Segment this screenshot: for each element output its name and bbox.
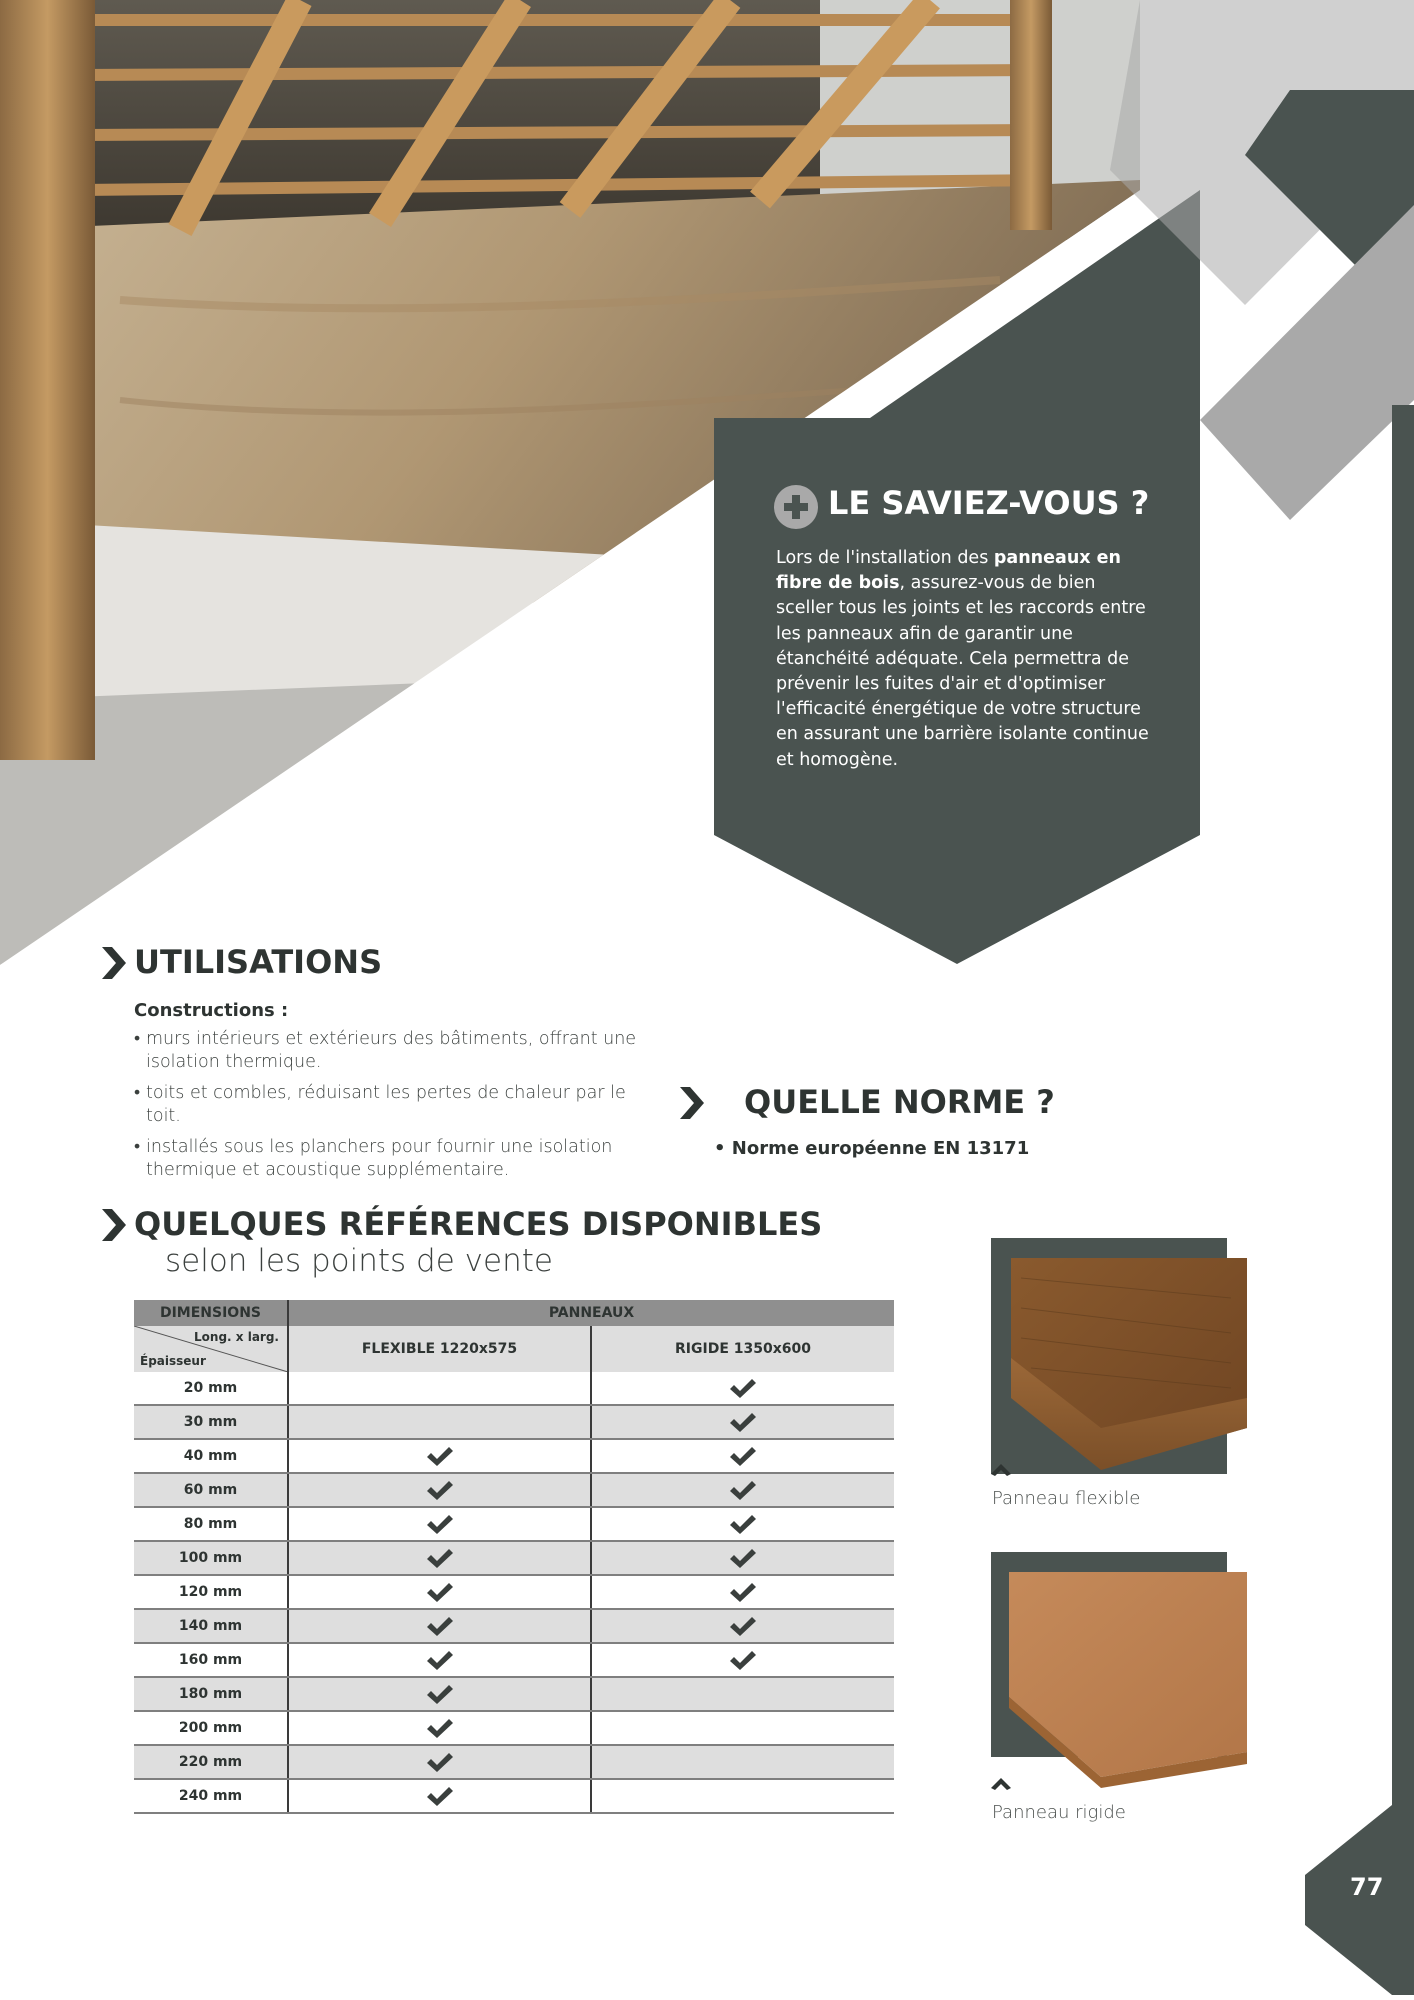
list-item: • murs intérieurs et extérieurs des bâtiments, offrant une isolation thermique. [134, 1028, 654, 1074]
photo-flexible [991, 1238, 1227, 1474]
cell-rigide [591, 1677, 894, 1711]
table-row [134, 1711, 894, 1745]
table-row [134, 1372, 894, 1405]
cell-flexible [288, 1609, 591, 1643]
table-row [134, 1439, 894, 1473]
cell-dimension: 120 mm [134, 1575, 288, 1609]
page-number: 77 [1350, 1873, 1384, 1901]
table-row [134, 1643, 894, 1677]
cell-dimension: 180 mm [134, 1677, 288, 1711]
diag-bottom-label: Épaisseur [140, 1354, 206, 1368]
table-row [134, 1405, 894, 1439]
norme-item: • Norme européenne EN 13171 [714, 1138, 1030, 1159]
rigid-panel-image [991, 1552, 1247, 1788]
cell-dimension: 200 mm [134, 1711, 288, 1745]
cell-dimension: 20 mm [134, 1372, 288, 1405]
utilisations-list [134, 1028, 654, 1190]
cell-rigide [591, 1609, 894, 1643]
utilisations-title: UTILISATIONS [134, 943, 383, 981]
check-icon [427, 1684, 453, 1704]
diagonal-header-cell [134, 1326, 288, 1372]
cell-flexible [288, 1745, 591, 1779]
cell-flexible [288, 1711, 591, 1745]
check-icon [427, 1480, 453, 1500]
utilisations-heading [134, 943, 382, 981]
utilisations-subtitle: Constructions : [134, 1000, 289, 1021]
check-icon [730, 1412, 756, 1432]
cell-rigide [591, 1372, 894, 1405]
cell-rigide [591, 1711, 894, 1745]
cell-dimension: 30 mm [134, 1405, 288, 1439]
cell-flexible [288, 1575, 591, 1609]
cell-dimension: 60 mm [134, 1473, 288, 1507]
cell-flexible [288, 1507, 591, 1541]
check-icon [427, 1582, 453, 1602]
cell-dimension: 240 mm [134, 1779, 288, 1813]
check-icon [730, 1616, 756, 1636]
check-icon [427, 1548, 453, 1568]
references-table [134, 1300, 894, 1814]
check-icon [427, 1650, 453, 1670]
col-panneaux: PANNEAUX [288, 1300, 894, 1326]
table-row [134, 1745, 894, 1779]
norme-heading [712, 1083, 1055, 1121]
flexible-panel-image [991, 1238, 1247, 1474]
cell-flexible [288, 1405, 591, 1439]
caption-flexible: Panneau flexible [992, 1488, 1141, 1509]
table-row [134, 1541, 894, 1575]
check-icon [730, 1378, 756, 1398]
cell-rigide [591, 1575, 894, 1609]
cell-rigide [591, 1439, 894, 1473]
references-subtitle: selon les points de vente [165, 1243, 553, 1279]
cell-flexible [288, 1372, 591, 1405]
cell-rigide [591, 1643, 894, 1677]
cell-flexible [288, 1643, 591, 1677]
cell-rigide [591, 1779, 894, 1813]
cell-rigide [591, 1507, 894, 1541]
check-icon [730, 1548, 756, 1568]
cell-rigide [591, 1541, 894, 1575]
diag-top-label: Long. x larg. [194, 1330, 279, 1344]
info-title: LE SAVIEZ-VOUS ? [828, 484, 1150, 522]
info-panel [773, 484, 819, 535]
chevron-right-icon [102, 947, 126, 979]
cell-dimension: 80 mm [134, 1507, 288, 1541]
cell-dimension: 160 mm [134, 1643, 288, 1677]
check-icon [730, 1480, 756, 1500]
cell-rigide [591, 1473, 894, 1507]
cell-dimension: 140 mm [134, 1609, 288, 1643]
chevron-right-icon [102, 1209, 126, 1241]
table-body [134, 1372, 894, 1813]
check-icon [427, 1616, 453, 1636]
info-body-bold: panneaux en fibre de bois [776, 548, 1121, 594]
table-row [134, 1575, 894, 1609]
list-item: • installés sous les planchers pour fournir une isolation thermique et acoustique supplémentaire. [134, 1136, 654, 1182]
info-body [776, 546, 1152, 773]
norme-title: QUELLE NORME ? [744, 1083, 1055, 1121]
table-row [134, 1609, 894, 1643]
cell-flexible [288, 1779, 591, 1813]
cell-flexible [288, 1541, 591, 1575]
check-icon [427, 1446, 453, 1466]
caption-rigide: Panneau rigide [992, 1802, 1126, 1823]
references-title: QUELQUES RÉFÉRENCES DISPONIBLES [134, 1205, 823, 1243]
check-icon [730, 1650, 756, 1670]
check-icon [427, 1752, 453, 1772]
col-rigide: RIGIDE 1350x600 [591, 1326, 894, 1372]
cell-rigide [591, 1745, 894, 1779]
info-body-intro: Lors de l'installation des [776, 548, 994, 568]
chevron-up-icon [991, 1462, 1011, 1476]
col-flexible: FLEXIBLE 1220x575 [288, 1326, 591, 1372]
check-icon [427, 1514, 453, 1534]
cell-dimension: 220 mm [134, 1745, 288, 1779]
check-icon [730, 1582, 756, 1602]
cell-flexible [288, 1677, 591, 1711]
chevron-right-icon [680, 1087, 704, 1119]
plus-circle-icon [773, 484, 819, 530]
cell-flexible [288, 1439, 591, 1473]
check-icon [427, 1786, 453, 1806]
list-item: • toits et combles, réduisant les pertes de chaleur par le toit. [134, 1082, 654, 1128]
table-row [134, 1677, 894, 1711]
cell-rigide [591, 1405, 894, 1439]
references-heading [134, 1205, 822, 1243]
cell-dimension: 100 mm [134, 1541, 288, 1575]
check-icon [427, 1718, 453, 1738]
chevron-up-icon [991, 1776, 1011, 1790]
info-body-rest: , assurez-vous de bien sceller tous les joints et les raccords entre les panneaux afin de garantir une étanchéité adéquate. Cela permettra de prévenir les fuites d'air et d'optimiser l'efficacité énergétique de votre structure en assurant une barrière isolante continue et homogène. [776, 573, 1149, 770]
col-dimensions: DIMENSIONS [134, 1300, 288, 1326]
check-icon [730, 1446, 756, 1466]
cell-dimension: 40 mm [134, 1439, 288, 1473]
table-row [134, 1779, 894, 1813]
table-row [134, 1507, 894, 1541]
photo-rigide [991, 1552, 1227, 1788]
table-row [134, 1473, 894, 1507]
check-icon [730, 1514, 756, 1534]
cell-flexible [288, 1473, 591, 1507]
